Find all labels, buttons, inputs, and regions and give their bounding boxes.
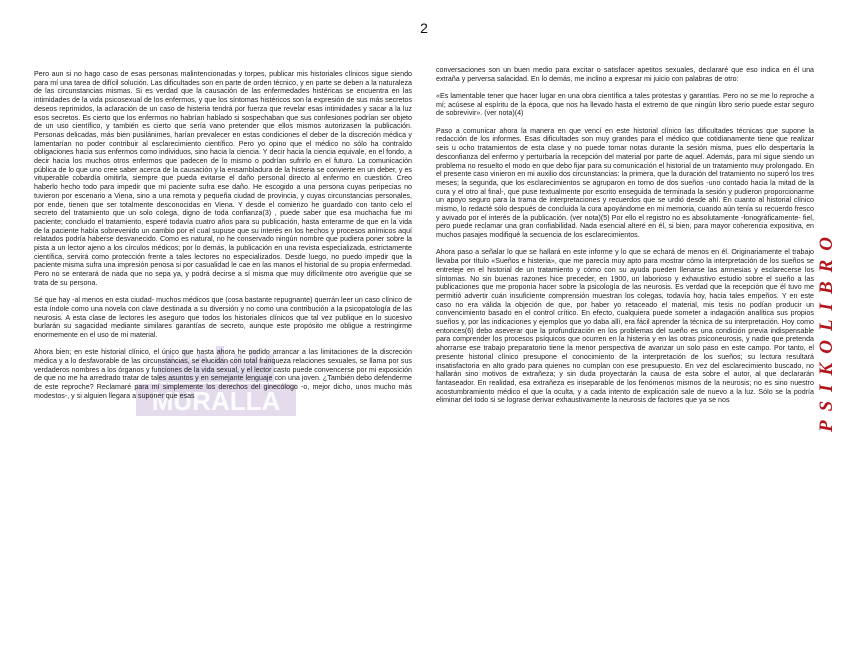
left-text-column <box>34 70 412 409</box>
paragraph: Pero aun si no hago caso de esas personas malintencionadas y torpes, publicar mis historiales clínicos sigue siendo para mí una tarea de difícil solución. Las dificultades son en parte de orden técnico, y en parte se deben a la naturaleza de las circunstancias mismas. Si es verdad que la causación de las enfermedades histéricas se encuentra en las intimidades de la vida psicosexual de los enfermos, y que los síntomas histéricos son la expresión de sus más secretos deseos reprimidos, la aclaración de un caso de histeria tendrá por fuerza que revelar esas intimidades y sacar a la luz esos secretos. Es cierto que los enfermos no habrían hablado si sospechaban que sus confesiones podrían ser objeto de un uso científico, y también es cierto que sería vano pretender que ellos mismos autorizasen la publicación. Personas delicadas, más bien pusilánimes, harían prevalecer en estas condiciones el deber de la discreción médica y lamentarían no poder contribuir al esclarecimiento científico. Pero yo opino que el médico no sólo ha contraído obligaciones hacia sus enfermos como individuos, sino hacia la ciencia. Y decir hacia la ciencia equivale, en el fondo, a decir hacia los muchos otros enfermos que padecen de lo mismo o podrían sufrirlo en el futuro. La comunicación pública de lo que uno cree saber acerca de la causación y la ensambladura de la histeria se convierte en un deber, y es vituperable cobardía omitirla, siempre que pueda evitarse el daño personal directo al enfermo en cuestión. Creo haberlo hecho todo para impedir que mi paciente sufra ese daño. He escogido a una persona cuyas peripecias no tuvieron por escenario a Viena, sino a una remota y pequeña ciudad de provincia, y cuyas circunstancias personales, por ende, tienen que ser totalmente desconocidas en Viena. Y desde el comienzo he guardado con tanto celo el secreto del tratamiento que un solo colega, digno de toda confianza(3) , puede saber que esa muchacha fue mi paciente; concluido el tratamiento, esperé todavía cuatro años para su publicación, hasta enterarme de que en la vida de la paciente había sobrevenido un cambio por el cual supuse que su interés en los hechos y procesos anímicos aquí relatados podría haberse desvanecido. Como es natural, no he conservado ningún nombre que pudiera poner sobre la pista a un lector ajeno a los círculos médicos; por lo demás, la publicación en una revista especializada, estrictamente científica, servirá como protección frente a tales lectores no especializados. Desde luego, no puedo impedir que la paciente misma sufra una impresión penosa si por casualidad le cae en las manos el historial de su propia enfermedad. Pero no se enterará de nada que no sepa ya, y podrá decirse a sí misma que muy difícilmente otro averigüe que se trata de su persona. <box>34 70 412 287</box>
brand-text: PSIKOLIBRO <box>816 227 837 433</box>
paragraph: Paso a comunicar ahora la manera en que vencí en este historial clínico las dificultades técnicas que supone la redacción de los informes. Esas dificultades son muy grandes para el médico que cotidianamente tiene que realizar seis u ocho tratamientos de esta clase y no puede tomar notas durante la sesión misma, pues ello despertaría la desconfianza del enfermo y perturbaría la recepción del material por parte de aquel. Además, para mí sigue siendo un problema no resuelto el modo en que debo fijar para su comunicación el historial de un tratamiento muy prolongado. En el presente caso vinieron en mi auxilio dos circunstancias: la primera, que la duración del tratamiento no superó los tres meses; la segunda, que los esclarecimientos se agruparon en torno de dos sueños -uno contado hacia la mitad de la cura y el otro al final-, que puse textualmente por escrito enseguida de terminada la sesión y pudieron proporcionarme un apoyo seguro para la trama de interpretaciones y recuerdos que se urdió desde ahí. En cuanto al historial clínico mismo, lo redacté sólo después de concluida la cura apoyándome en mi memoria, cuando aún tenía su recuerdo fresco y avivado por el interés de la publicación. (ver nota)(5) Por ello el registro no es absolutamente -fonográficamente- fiel, pero puede reclamar una gran confiabilidad. Nada esencial alteré en él, si bien, para mayor coherencia expositiva, en muchos pasajes modifiqué la secuencia de los esclarecimientos. <box>436 126 814 240</box>
right-text-column <box>436 66 814 414</box>
watermark-text: MURALLA <box>151 386 281 416</box>
paragraph: Sé que hay -al menos en esta ciudad- muchos médicos que (cosa bastante repugnante) querrán leer un caso clínico de esta índole como una novela con clave destinada a su diversión y no como una contribución a la psicopatología de las neurosis. A esta clase de lectores les aseguro que todos los historiales clínicos que tal vez publique en lo sucesivo burlarán su sagacidad mediante similares garantías de secreto, aunque este propósito me obligue a restringirme enormemente en el uso de mi material. <box>34 296 412 339</box>
psikolibro-vertical-logo <box>810 175 844 485</box>
paragraph: conversaciones son un buen medio para excitar o satisfacer apetitos sexuales, declararé que eso indica en él una extraña y perversa salacidad. En lo demás, me inclino a expresar mi juicio con palabras de otro: <box>436 66 814 83</box>
paragraph: Ahora bien; en este historial clínico, el único que hasta ahora he podido arrancar a las limitaciones de la discreción médica y a lo desfavorable de las circunstancias, se elucidan con total franqueza relaciones sexuales, se llama por sus verdaderos nombres a los órganos y funciones de la vida sexual, y el lector casto puede convencerse por mi exposición de que no me ha arredrado tratar de tales asuntos y en semejante lenguaje con una joven. ¿También debo defenderme de este reproche? Reclamaré para mí simplemente los derechos del ginecólogo -o, mejor dicho, unos mucho más modestos-, y si alguien llegara a suponer que esas <box>34 348 412 400</box>
paragraph: Ahora paso a señalar lo que se hallará en este informe y lo que se echará de menos en él. Originariamente el trabajo llevaba por título «Sueños e histeria», que me parecía muy apto para mostrar cómo la interpretación de los sueños se entreteje en el historial de un tratamiento y cómo con su ayuda pueden llenarse las amnesias y esclarecerse los síntomas. No sin buenas razones hice preceder, en 1900, un laborioso y exhaustivo estudio sobre el sueño a las publicaciones que me proponía hacer sobre la psicología de las neurosis. Es verdad que la recepción que él tuvo me permitió advertir cuán insuficiente comprensión muestran los colegas, todavía hoy, hacia tales empeños. Y en este caso no era válida la objeción de que, por haber yo retaceado el material, mis tesis no podían producir un convencimiento basado en el control crítico. En efecto, cualquiera puede someter a indagación analítica sus propios sueños y, por las indicaciones y ejemplos que yo daba allí, era fácil aprender la técnica de su interpretación. Hoy como entonces(6) debo aseverar que la profundización en los problemas del sueño es una condición previa indispensable para comprender los procesos psíquicos que ocurren en la histeria y en las otras psiconeurosis, y nadie que pretenda ahorrarse ese trabajo preparatorio tiene la menor perspectiva de avanzar un solo paso en este campo. Por tanto, el presente historial clínico presupone el conocimiento de la interpretación de los sueños; su lectura resultará insatisfactoria en alto grado para quienes no cumplan con ese presupuesto. En vez del esclarecimiento buscado, no hallarán sino motivos de extrañeza; y sin duda proyectarán la causa de esta sobre el autor, al que declararán fantaseador. En realidad, esa extrañeza es inseparable de los fenómenos mismos de la neurosis; no es sino nuestro acostumbramiento médico el que la oculta, y a cada intento de explicación sale de nuevo a la luz. Sólo se la podría eliminar del todo si se lograse derivar exhaustivamente la neurosis de factores que ya se nos <box>436 248 814 405</box>
paragraph: «Es lamentable tener que hacer lugar en una obra científica a tales protestas y garantías. Pero no se me lo reproche a mí; acúsese al espíritu de la época, que nos ha llevado hasta el extremo de que ningún libro serio puede estar seguro de sobrevivir». (ver nota)(4) <box>436 92 814 118</box>
page-number: 2 <box>420 20 428 36</box>
